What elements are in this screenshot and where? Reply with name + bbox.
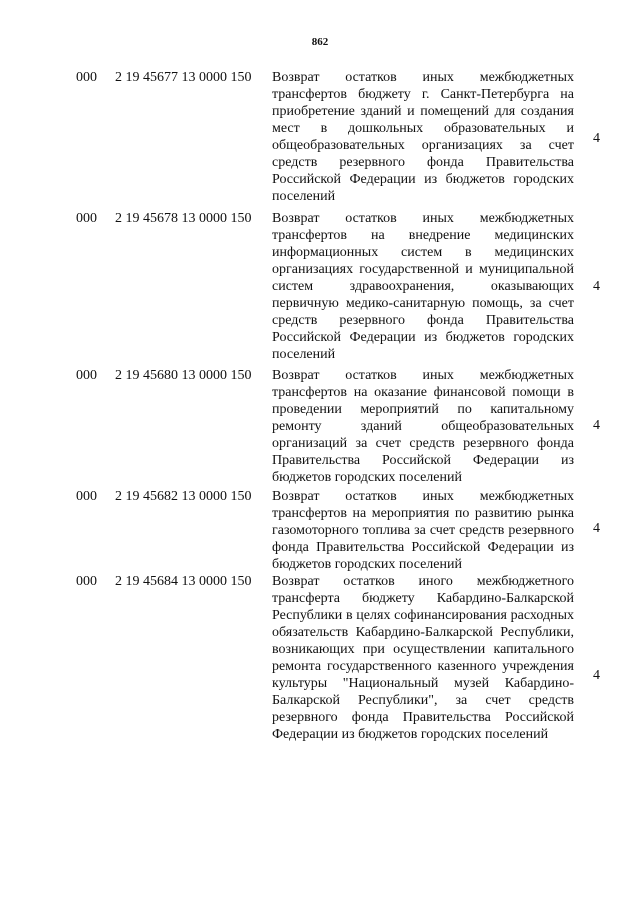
row-description: Возврат остатков иных межбюджетных трансфертов на мероприятия по развитию рынка газомоторного топлива за счет средств резервного фонда Правительства Российской Федерации из бюджетов городских поселений: [272, 489, 574, 572]
admin-code: 000: [76, 489, 97, 504]
budget-classification-code: 2 19 45678 13 0000 150: [115, 211, 252, 226]
row-description: Возврат остатков иного межбюджетного трансферта бюджету Кабардино-Балкарской Республики в целях софинансирования расходных обязательств Кабардино-Балкарской Республики, возникающих при осуществлении капитального ремонта государственного казенного учреждения культуры "Национальный музей Кабардино-Балкарской Республики", за счет средств резервного фонда Правительства Российской Федерации из бюджетов городских поселений: [272, 574, 574, 742]
row-value: 4: [593, 418, 600, 433]
admin-code: 000: [76, 368, 97, 383]
row-description: Возврат остатков иных межбюджетных трансфертов на внедрение медицинских информационных систем в медицинских организациях государственной и муниципальной систем здравоохранения, оказывающих первичную медико-санитарную помощь, за счет средств резервного фонда Правительства Российской Федерации из бюджетов городских поселений: [272, 211, 574, 362]
row-value: 4: [593, 131, 600, 146]
admin-code: 000: [76, 574, 97, 589]
budget-classification-code: 2 19 45680 13 0000 150: [115, 368, 252, 383]
budget-classification-code: 2 19 45684 13 0000 150: [115, 574, 252, 589]
page-number: 862: [311, 36, 329, 48]
admin-code: 000: [76, 211, 97, 226]
admin-code: 000: [76, 70, 97, 85]
row-description: Возврат остатков иных межбюджетных трансфертов бюджету г. Санкт-Петербурга на приобретение зданий и помещений для создания мест в дошкольных образовательных и общеобразовательных организациях за счет средств резервного фонда Правительства Российской Федерации из бюджетов городских поселений: [272, 70, 574, 204]
row-value: 4: [593, 279, 600, 294]
row-value: 4: [593, 668, 600, 683]
budget-classification-code: 2 19 45677 13 0000 150: [115, 70, 252, 85]
row-description: Возврат остатков иных межбюджетных трансфертов на оказание финансовой помощи в проведении мероприятий по капитальному ремонту зданий общеобразовательных организаций за счет средств резервного фонда Правительства Российской Федерации из бюджетов городских поселений: [272, 368, 574, 485]
budget-classification-code: 2 19 45682 13 0000 150: [115, 489, 252, 504]
row-value: 4: [593, 521, 600, 536]
